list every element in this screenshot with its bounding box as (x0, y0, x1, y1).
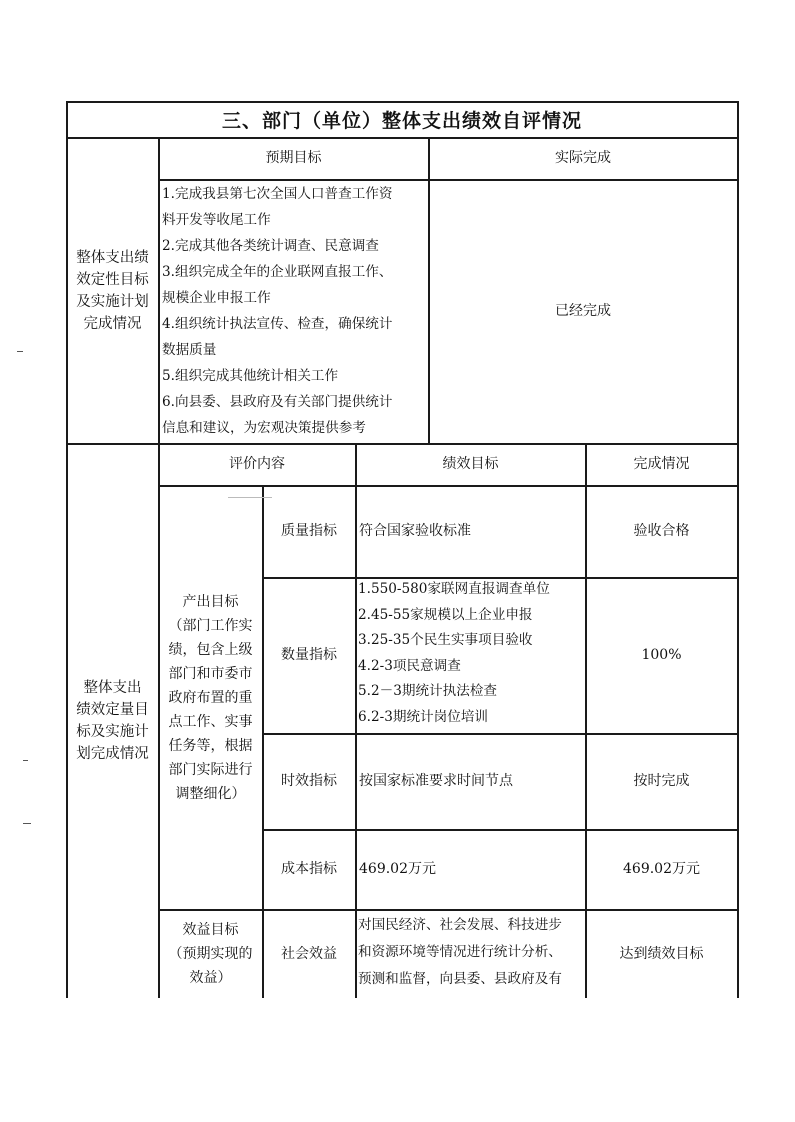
actual-completion: 已经完成 (555, 303, 611, 319)
list-item: 5.组织完成其他统计相关工作 (162, 368, 339, 384)
indicator-quantity: 数量指标 (281, 647, 337, 663)
header-actual: 实际完成 (555, 150, 611, 166)
header-evaluation-content: 评价内容 (229, 456, 285, 472)
status-quality: 验收合格 (633, 523, 690, 539)
target-quality: 符合国家验收标准 (359, 523, 471, 539)
header-performance-target: 绩效目标 (442, 456, 499, 472)
list-item: 5.2－3期统计执法检查 (358, 683, 498, 699)
list-item: 6.2-3期统计岗位培训 (358, 708, 489, 725)
target-cost: 469.02万元 (359, 861, 436, 877)
header-completion-status: 完成情况 (633, 456, 690, 472)
list-item: 料开发等收尾工作 (162, 212, 271, 228)
list-item: 规模企业申报工作 (162, 290, 271, 306)
scan-mark (23, 760, 28, 761)
quantitative-row-label: 整体支出 绩效定量目 标及实施计 划完成情况 (76, 680, 149, 762)
expected-goals-list (162, 181, 392, 441)
status-social-benefit: 达到绩效目标 (619, 945, 704, 962)
list-item: 数据质量 (162, 342, 217, 358)
status-cost: 469.02万元 (623, 861, 700, 877)
qualitative-row-label: 整体支出绩 效定性目标 及实施计划 完成情况 (76, 249, 149, 332)
list-item: 1.完成我县第七次全国人口普查工作资 (162, 186, 393, 202)
list-item: 2.完成其他各类统计调查、民意调查 (162, 238, 379, 254)
indicator-cost: 成本指标 (281, 861, 337, 877)
list-item: 3.组织完成全年的企业联网直报工作、 (162, 264, 393, 280)
output-goal-label: 产出目标 （部门工作实 绩，包含上级 部门和市委市 政府布置的重 点工作、实事 任务等，根据 部门实际进行 调整细化） (168, 593, 253, 802)
list-item: 对国民经济、社会发展、科技进步 (358, 917, 562, 933)
indicator-social-benefit: 社会效益 (281, 945, 337, 962)
status-quantity: 100% (641, 647, 682, 663)
scan-mark (23, 823, 31, 824)
list-item: 4.2-3项民意调查 (358, 657, 461, 674)
list-item: 6.向县委、县政府及有关部门提供统计 (162, 394, 393, 410)
section-title: 三、部门（单位）整体支出绩效自评情况 (221, 109, 582, 132)
list-item: 3.25-35个民生实事项目验收 (358, 632, 533, 648)
list-item: 信息和建议，为宏观决策提供参考 (162, 420, 366, 436)
target-social-benefit-list (358, 912, 562, 993)
list-item: 2.45-55家规模以上企业申报 (358, 606, 533, 623)
scan-mark (17, 351, 23, 352)
list-item: 预测和监督，向县委、县政府及有 (358, 971, 562, 987)
list-item: 1.550-580家联网直报调查单位 (358, 581, 550, 597)
target-timeliness: 按国家标准要求时间节点 (359, 773, 513, 789)
benefit-goal-label: 效益目标 （预期实现的 效益） (168, 922, 253, 986)
list-item: 和资源环境等情况进行统计分析、 (358, 944, 562, 960)
header-expected: 预期目标 (265, 150, 322, 166)
indicator-quality: 质量指标 (281, 523, 337, 539)
list-item: 4.组织统计执法宣传、检查，确保统计 (162, 316, 393, 332)
target-quantity-list (358, 577, 550, 730)
status-timeliness: 按时完成 (633, 773, 690, 789)
table-border-right (737, 101, 739, 998)
indicator-timeliness: 时效指标 (281, 773, 337, 789)
